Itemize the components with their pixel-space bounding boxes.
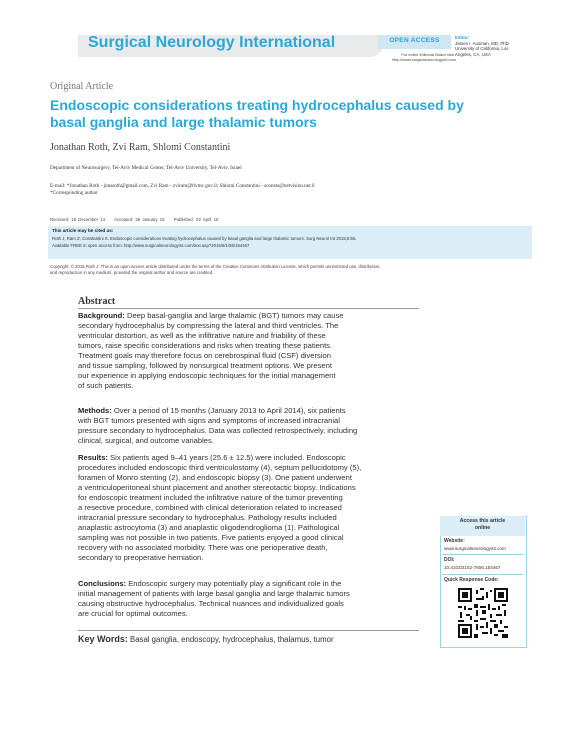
qr-code-icon[interactable] bbox=[458, 588, 508, 638]
abstract-line: secondary to preoperative herniation. bbox=[78, 553, 204, 562]
abstract-line: of such patients. bbox=[78, 381, 134, 390]
keywords-divider bbox=[78, 630, 419, 631]
keywords-label: Key Words: bbox=[78, 634, 128, 644]
affiliation: Department of Neurosurgery, Tel-Aviv Medical Center, Tel-Aviv University, Tel-Aviv, Israel bbox=[50, 165, 242, 171]
abstract-line: clinical, surgical, and outcome variables. bbox=[78, 436, 214, 445]
abstract-line: initial management of patients with large basal ganglia and large thalamic tumors bbox=[78, 589, 350, 598]
editor-info bbox=[455, 35, 565, 57]
abstract-line: and tissue sampling, followed by nonsurgical treatment options. We present bbox=[78, 361, 332, 370]
abstract-line: pressure secondary to hydrocephalus. Data was collected retrospectively, including bbox=[78, 426, 358, 435]
abstract-line bbox=[78, 579, 341, 588]
abstract-line: secondary hydrocephalus by compressing the lateral and third ventricles. The bbox=[78, 321, 339, 330]
website-label: Website: bbox=[444, 538, 465, 544]
accepted-date: Accepted: 28 January 15 bbox=[114, 217, 165, 222]
abstract-line: anaplastic astrocytoma (3) and anaplastic oligodendroglioma (1). Pathological bbox=[78, 523, 340, 532]
abstract-line bbox=[78, 453, 346, 462]
background-label: Background: bbox=[78, 311, 125, 320]
editor-affiliation-2: Angeles, CA, USA bbox=[455, 51, 491, 57]
editorial-board-note bbox=[371, 52, 456, 62]
editorial-board-url[interactable]: http://www.surgicalneurologyint.com bbox=[392, 57, 456, 62]
received-date: Received: 15 December 14 bbox=[50, 217, 106, 222]
abstract-line: for endoscopic treatment included the infiltrative nature of the tumor preventing bbox=[78, 493, 343, 502]
article-title-line-1: Endoscopic considerations treating hydrocephalus caused by bbox=[50, 97, 464, 113]
access-heading-line-2: online bbox=[474, 524, 491, 531]
citation-url[interactable]: Available FREE in open access from: http://www.surgicalneurologyint.com/text.asp?2015/6/1/56/154467 bbox=[52, 243, 250, 248]
conclusions-label: Conclusions: bbox=[78, 579, 127, 588]
abstract-line bbox=[78, 406, 346, 415]
published-date: Published: 02 April 15 bbox=[173, 217, 219, 222]
abstract-line: causing obstructive hydrocephalus. Technical nuances and individualized goals bbox=[78, 599, 344, 608]
access-divider bbox=[442, 554, 523, 555]
doi-value[interactable]: 10.4103/2152-7806.154467 bbox=[444, 565, 501, 570]
article-title bbox=[50, 97, 520, 131]
abstract-line: our experience in applying endoscopic techniques for the initial management bbox=[78, 371, 336, 380]
citation-text: Roth J, Ram Z, Constantini S. Endoscopic considerations treating hydrocephalus caused by basal ganglia and large thalamic tumors. Surg Neurol Int 2015;6:56. bbox=[52, 236, 357, 241]
access-divider bbox=[442, 574, 523, 575]
doi-label: DOI: bbox=[444, 557, 455, 563]
website-link[interactable]: www.surgicalneurologyint.com bbox=[444, 546, 506, 551]
abstract-heading: Abstract bbox=[78, 296, 116, 307]
abstract-divider bbox=[78, 308, 419, 309]
journal-title: Surgical Neurology International bbox=[88, 34, 336, 51]
article-type: Original Article bbox=[50, 81, 114, 92]
abstract-text: Six patients aged 9–41 years (25.6 ± 12.5) were included. Endoscopic bbox=[107, 453, 346, 462]
results-label: Results: bbox=[78, 453, 108, 462]
editor-name: James I. Ausman, MD, PhD bbox=[455, 40, 509, 46]
abstract-line: with BGT tumors presented with signs and symptoms of increased intracranial bbox=[78, 416, 340, 425]
abstract-line: intracranial pressure secondary to hydrocephalus. Pathology results included bbox=[78, 513, 337, 522]
abstract-text: Over a period of 15 months (January 2013 to April 2014), six patients bbox=[111, 406, 346, 415]
abstract-line: sampling was not possible in two patients. Five patients enjoyed a good clinical bbox=[78, 533, 344, 542]
abstract-line bbox=[78, 311, 343, 320]
copyright-line-1: Copyright: © 2015 Roth J. This is an open-access article distributed under the terms of the Creative Commons Attribution License, which permits unrestricted use, distribution, bbox=[50, 264, 381, 269]
qr-code-label: Quick Response Code: bbox=[444, 577, 499, 583]
article-dates bbox=[50, 217, 225, 222]
article-title-line-2: basal ganglia and large thalamic tumors bbox=[50, 114, 317, 130]
corresponding-author-note: *Corresponding author bbox=[50, 190, 98, 196]
abstract-line: a resective procedure, combined with clinical deterioration related to increased bbox=[78, 503, 342, 512]
editorial-board-text: For entire Editorial Board visit : bbox=[401, 52, 456, 57]
methods-label: Methods: bbox=[78, 406, 112, 415]
authors: Jonathan Roth, Zvi Ram, Shlomi Constantini bbox=[50, 142, 231, 153]
author-emails: E-mail: *Jonathan Roth - jonaroth@gmail.com, Zvi Ram - zviram@tlvmc.gov.il; Shlomi Constantini - sconsts@netvision.net.il bbox=[50, 183, 315, 189]
abstract-line: are crucial for optimal outcomes. bbox=[78, 609, 188, 618]
abstract-text: Deep basal-ganglia and large thalamic (BGT) tumors may cause bbox=[124, 311, 344, 320]
abstract-line: ventricular distortion, as well as the infiltrative nature and friability of these bbox=[78, 331, 326, 340]
abstract-line: Treatment goals may therefore focus on cerebrospinal fluid (CSF) diversion bbox=[78, 351, 331, 360]
keywords-text: Basal ganglia, endoscopy, hydrocephalus, thalamus, tumor bbox=[127, 635, 334, 644]
access-heading-line-1: Access this article bbox=[459, 518, 506, 524]
citation-heading: This article may be cited as: bbox=[52, 228, 114, 233]
abstract-line: tumors, raise specific considerations and risks when treating these patients. bbox=[78, 341, 333, 350]
abstract-line: procedures included endoscopic third ventriculostomy (4), septum pellucidotomy (5), bbox=[78, 463, 362, 472]
access-online-heading bbox=[440, 516, 525, 536]
copyright-notice bbox=[50, 264, 534, 276]
keywords bbox=[78, 634, 334, 644]
abstract-text: Endoscopic surgery may potentially play a significant role in the bbox=[126, 579, 342, 588]
editor-label: Editor: bbox=[455, 35, 470, 40]
abstract-line: a ventriculoperitoneal shunt placement and another stereotactic biopsy. Indications bbox=[78, 483, 356, 492]
abstract-line: foramen of Monro stenting (2), and endoscopic biopsy (3). One patient underwent bbox=[78, 473, 352, 482]
open-access-label: OPEN ACCESS bbox=[389, 37, 440, 44]
abstract-line: recovery with no associated morbidity. There was one perioperative death, bbox=[78, 543, 328, 552]
editor-affiliation-1: University of California, Los bbox=[455, 46, 509, 52]
copyright-line-2: and reproduction in any medium, provided the original author and source are credited. bbox=[50, 269, 214, 275]
